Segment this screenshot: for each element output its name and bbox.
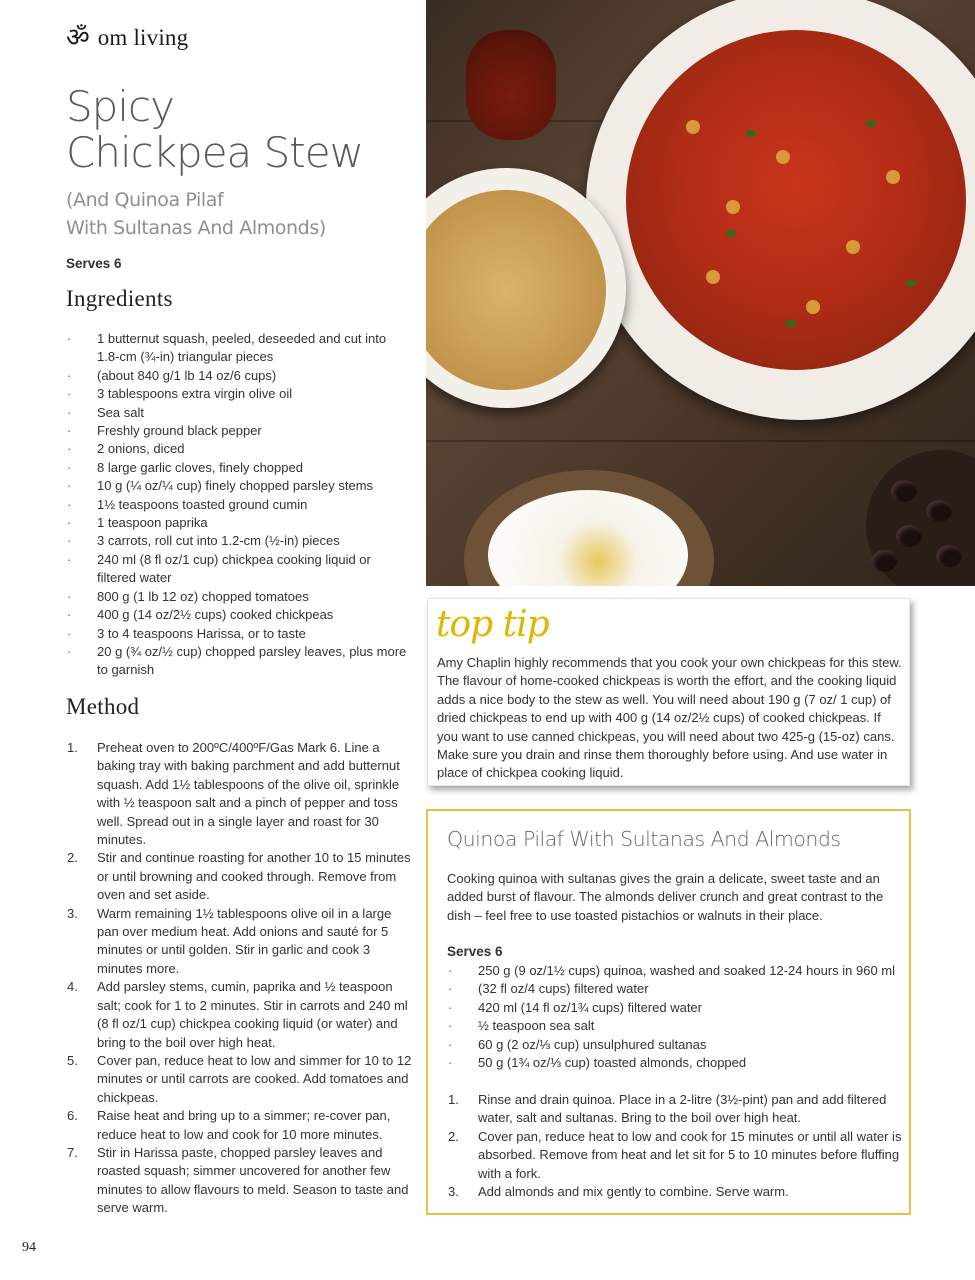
olive bbox=[896, 525, 922, 547]
quinoa-ingredient-item: · 50 g (1¾ oz/⅓ cup) toasted almonds, chopped bbox=[448, 1054, 910, 1072]
quinoa-ingredient-item: · 250 g (9 oz/1½ cups) quinoa, washed and soaked 12-24 hours in 960 ml bbox=[448, 962, 910, 980]
step-number: 4. bbox=[67, 979, 78, 995]
quinoa-method-step bbox=[448, 1183, 908, 1201]
ingredient-item: · 2 onions, diced bbox=[67, 440, 412, 458]
step-text: Raise heat and bring up to a simmer; re-cover pan, reduce heat to low and cook for 10 more minutes. bbox=[97, 1108, 391, 1142]
olive bbox=[871, 550, 897, 572]
chickpea bbox=[886, 170, 900, 184]
quinoa-method-step bbox=[448, 1128, 908, 1183]
recipe-subtitle bbox=[66, 186, 386, 242]
wood-board-seam bbox=[426, 440, 975, 442]
method-step bbox=[67, 1144, 413, 1218]
parsley-leaf bbox=[726, 230, 736, 237]
recipe-title bbox=[66, 84, 406, 176]
step-number: 2. bbox=[448, 1128, 459, 1144]
ingredient-item: · 20 g (¾ oz/½ cup) chopped parsley leaves, plus more to garnish bbox=[67, 643, 412, 680]
parsley-leaf bbox=[746, 130, 756, 137]
step-text: Cover pan, reduce heat to low and cook for 15 minutes or until all water is absorbed. Remove from heat and let sit for 5 to 10 minutes before fluffing with a fork. bbox=[478, 1128, 902, 1181]
step-text: Add parsley stems, cumin, paprika and ½ teaspoon salt; cook for 1 to 2 minutes. Stir in carrots and 240 ml (8 fl oz/1 cup) chickpea cooking liquid (or water) and bring to the boil over high heat. bbox=[97, 979, 408, 1050]
method-step bbox=[67, 849, 413, 904]
step-text: Stir and continue roasting for another 10 to 15 minutes or until browning and cooked through. Remove from oven and set aside. bbox=[97, 850, 411, 903]
ingredient-item: · 3 to 4 teaspoons Harissa, or to taste bbox=[67, 625, 412, 643]
recipe-title-line-1: Spicy bbox=[66, 82, 174, 131]
ingredient-item: · 800 g (1 lb 12 oz) chopped tomatoes bbox=[67, 588, 412, 606]
ingredient-item: · 1 teaspoon paprika bbox=[67, 514, 412, 532]
step-text: Stir in Harissa paste, chopped parsley leaves and roasted squash; simmer uncovered for another few minutes to allow flavours to meld. Season to taste and serve warm. bbox=[97, 1144, 409, 1216]
parsley-leaf bbox=[786, 320, 796, 327]
quinoa-intro: Cooking quinoa with sultanas gives the grain a delicate, sweet taste and an added burst of flavour. The almonds deliver crunch and great contrast to the dish – feel free to use toasted pistachios or walnuts in their place. bbox=[447, 871, 884, 923]
quinoa-method-list bbox=[448, 1091, 908, 1201]
ingredient-item: · 3 carrots, roll cut into 1.2-cm (½-in) pieces bbox=[67, 532, 412, 550]
quinoa-pilaf-box bbox=[426, 809, 911, 1215]
ingredient-item: · 400 g (14 oz/2½ cups) cooked chickpeas bbox=[67, 606, 412, 624]
step-text: Add almonds and mix gently to combine. Serve warm. bbox=[478, 1184, 789, 1200]
ingredient-item: · 3 tablespoons extra virgin olive oil bbox=[67, 385, 412, 403]
step-text: Preheat oven to 200ºC/400ºF/Gas Mark 6. Line a baking tray with baking parchment and add butternut squash. Add 1½ tablespoons of the olive oil, sprinkle with ½ teaspoon salt and a pinch of pepper and toss well. Spread out in a single layer and roast for 30 minutes. bbox=[97, 740, 400, 848]
step-text: Cover pan, reduce heat to low and simmer for 10 to 12 minutes or until carrots are cooked. Add tomatoes and chickpeas. bbox=[97, 1052, 412, 1105]
brand-header bbox=[66, 24, 188, 52]
olive bbox=[891, 480, 917, 502]
method-step bbox=[67, 739, 413, 849]
quinoa-title: Quinoa Pilaf With Sultanas And Almonds bbox=[447, 827, 841, 851]
step-text: Warm remaining 1½ tablespoons olive oil in a large pan over medium heat. Add onions and sauté for 5 minutes or until golden. Stir in garlic and cook 3 minutes more. bbox=[97, 905, 392, 976]
step-number: 2. bbox=[67, 850, 78, 866]
quinoa-ingredient-item: · ½ teaspoon sea salt bbox=[448, 1017, 910, 1035]
ingredient-item: · (about 840 g/1 lb 14 oz/6 cups) bbox=[67, 367, 412, 385]
quinoa-ingredient-item: · 60 g (2 oz/⅓ cup) unsulphured sultanas bbox=[448, 1036, 910, 1054]
serves-label: Serves 6 bbox=[66, 256, 122, 271]
step-number: 5. bbox=[67, 1052, 78, 1068]
method-heading: Method bbox=[66, 694, 140, 719]
parsley-leaf bbox=[906, 280, 916, 287]
step-number: 1. bbox=[448, 1092, 459, 1107]
quinoa-serves-label: Serves 6 bbox=[447, 944, 503, 959]
quinoa-ingredient-item: · (32 fl oz/4 cups) filtered water bbox=[448, 980, 910, 998]
step-text: Rinse and drain quinoa. Place in a 2-litre (3½-pint) pan and add filtered water, salt and sultanas. Bring to the boil over high heat. bbox=[478, 1092, 887, 1126]
ingredient-item: · 1 butternut squash, peeled, deseeded and cut into 1.8-cm (¾-in) triangular pieces bbox=[67, 330, 412, 367]
ingredient-item: · Sea salt bbox=[67, 404, 412, 422]
top-tip-title: top tip bbox=[436, 604, 549, 645]
top-tip-box bbox=[427, 598, 910, 786]
quinoa-ingredient-item: · 420 ml (14 fl oz/1¾ cups) filtered water bbox=[448, 999, 910, 1017]
chickpea bbox=[706, 270, 720, 284]
recipe-photo bbox=[426, 0, 975, 586]
recipe-title-line-2: Chickpea Stew bbox=[66, 128, 363, 177]
method-list bbox=[67, 739, 413, 1218]
page-number: 94 bbox=[22, 1240, 36, 1255]
ingredient-item: · Freshly ground black pepper bbox=[67, 422, 412, 440]
quinoa-ingredients-list bbox=[448, 962, 910, 1072]
ingredients-heading: Ingredients bbox=[66, 286, 173, 311]
ingredient-item: · 8 large garlic cloves, finely chopped bbox=[67, 459, 412, 477]
method-step bbox=[67, 905, 413, 979]
olive bbox=[926, 500, 952, 522]
chickpea-stew bbox=[626, 30, 966, 370]
method-step bbox=[67, 1107, 413, 1144]
chickpea bbox=[686, 120, 700, 134]
step-number: 1. bbox=[67, 740, 78, 755]
olive bbox=[936, 545, 962, 567]
chickpea bbox=[776, 150, 790, 164]
chickpea bbox=[726, 200, 740, 214]
ingredient-item: · 10 g (¼ oz/¼ cup) finely chopped parsley stems bbox=[67, 477, 412, 495]
top-tip-body: Amy Chaplin highly recommends that you cook your own chickpeas for this stew. The flavour of home-cooked chickpeas is worth the effort, and the cooking liquid adds a nice body to the stew as well. You will need about 190 g (7 oz/ 1 cup) of dried chickpeas to end up with 400 g (14 oz/2½ cups) of cooked chickpeas. If you want to use canned chickpeas, you will need about two 425-g (15-oz) cans. Make sure you drain and rinse them thoroughly before using. And use water in place of chickpea cooking liquid. bbox=[437, 655, 902, 781]
recipe-subtitle-line-1: (And Quinoa Pilaf bbox=[66, 189, 224, 211]
step-number: 6. bbox=[67, 1108, 78, 1124]
step-number: 3. bbox=[448, 1184, 459, 1200]
quinoa-method-step bbox=[448, 1091, 908, 1128]
method-step bbox=[67, 978, 413, 1052]
ingredients-list bbox=[67, 330, 412, 680]
brand-name: om living bbox=[97, 25, 189, 50]
recipe-subtitle-line-2: With Sultanas And Almonds) bbox=[66, 217, 326, 239]
ingredient-item: · 1½ teaspoons toasted ground cumin bbox=[67, 496, 412, 514]
chickpea bbox=[846, 240, 860, 254]
om-symbol-icon: ॐ bbox=[66, 23, 90, 53]
method-step bbox=[67, 1052, 413, 1107]
ingredient-item: · 240 ml (8 fl oz/1 cup) chickpea cooking liquid or filtered water bbox=[67, 551, 412, 588]
parsley-leaf bbox=[866, 120, 876, 127]
step-number: 3. bbox=[67, 905, 78, 921]
step-number: 7. bbox=[67, 1144, 78, 1160]
chickpea bbox=[806, 300, 820, 314]
harissa-jar bbox=[466, 30, 556, 140]
